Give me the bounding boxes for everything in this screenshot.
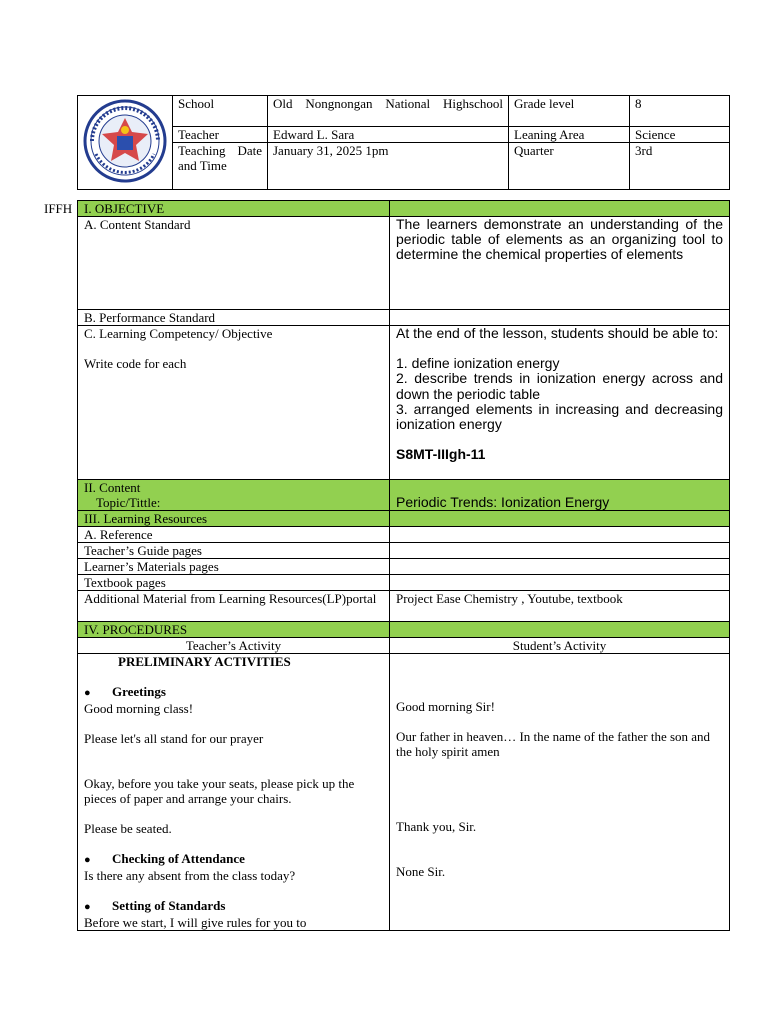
standards-heading: ● Setting of Standards — [84, 898, 383, 915]
preliminary-heading: PRELIMINARY ACTIVITIES — [118, 654, 291, 669]
student-activity-header: Student’s Activity — [390, 638, 730, 654]
resources-heading-blank — [390, 511, 730, 527]
student-line: Our father in heaven… In the name of the father the son and the holy spirit amen — [396, 729, 711, 759]
topic-label: Topic/Tittle: — [96, 495, 161, 510]
tg-value — [390, 543, 730, 559]
resources-heading: III. Learning Resources — [78, 511, 390, 527]
deped-seal-icon — [78, 96, 173, 186]
teacher-line: Okay, before you take your seats, please pick up the pieces of paper and arrange your chairs. — [84, 776, 355, 806]
grade-value: 8 — [630, 96, 730, 127]
competency-note: Write code for each — [84, 356, 187, 371]
competency-label-cell — [78, 326, 390, 480]
competency-intro: At the end of the lesson, students should be able to: — [396, 325, 719, 341]
teacher-line: Is there any absent from the class today? — [84, 868, 296, 883]
reference-label: A. Reference — [78, 527, 390, 543]
additional-value: Project Ease Chemistry , Youtube, textbook — [390, 591, 730, 622]
lesson-table — [77, 200, 730, 931]
quarter-value: 3rd — [630, 142, 730, 189]
content-standard-value: The learners demonstrate an understanding of the periodic table of elements as an organizing tool to determine the chemical properties of elements — [390, 217, 730, 310]
objective-heading: I. OBJECTIVE — [78, 201, 390, 217]
teacher-activity-header: Teacher’s Activity — [78, 638, 390, 654]
procedures-heading-blank — [390, 622, 730, 638]
procedures-heading: IV. PROCEDURES — [78, 622, 390, 638]
teacher-line: Please let's all stand for our prayer — [84, 731, 264, 746]
attendance-heading: ● Checking of Attendance — [84, 851, 383, 868]
performance-standard-label: B. Performance Standard — [78, 310, 390, 326]
objective-heading-blank — [390, 201, 730, 217]
teacher-line: Good morning class! — [84, 701, 194, 716]
student-line: None Sir. — [396, 864, 446, 879]
side-note: IFFH — [44, 201, 73, 216]
performance-standard-value — [390, 310, 730, 326]
teacher-line: Before we start, I will give rules for you to — [84, 915, 307, 930]
student-activity-cell — [390, 654, 730, 931]
greetings-heading: ● Greetings — [84, 684, 383, 701]
school-label: School — [173, 96, 268, 127]
competency-label: C. Learning Competency/ Objective — [84, 326, 273, 341]
competency-item: 3. arranged elements in increasing and decreasing ionization energy — [396, 400, 723, 433]
header-table — [77, 95, 730, 190]
student-line: Thank you, Sir. — [396, 819, 477, 834]
reference-value — [390, 527, 730, 543]
area-label: Leaning Area — [509, 126, 630, 142]
competency-value-cell — [390, 326, 730, 480]
quarter-label: Quarter — [509, 142, 630, 189]
content-standard-label: A. Content Standard — [78, 217, 390, 310]
datetime-label: Teaching Date and Time — [173, 142, 268, 189]
grade-label: Grade level — [509, 96, 630, 127]
tb-label: Textbook pages — [78, 575, 390, 591]
competency-code: S8MT-IIIgh-11 — [396, 446, 486, 463]
deped-logo-cell — [78, 96, 173, 190]
student-line: Good morning Sir! — [396, 699, 495, 714]
lm-value — [390, 559, 730, 575]
area-value: Science — [630, 126, 730, 142]
lm-label: Learner’s Materials pages — [78, 559, 390, 575]
teacher-value: Edward L. Sara — [268, 126, 509, 142]
teacher-activity-cell — [78, 654, 390, 931]
content-heading-cell — [78, 480, 390, 511]
tg-label: Teacher’s Guide pages — [78, 543, 390, 559]
topic-value: Periodic Trends: Ionization Energy — [390, 480, 730, 511]
competency-item: 1. define ionization energy — [396, 355, 560, 372]
teacher-label: Teacher — [173, 126, 268, 142]
competency-item: 2. describe trends in ionization energy across and down the periodic table — [396, 370, 723, 402]
content-heading: II. Content — [84, 480, 141, 495]
additional-label: Additional Material from Learning Resources(LP)portal — [78, 591, 390, 622]
school-value: Old Nongnongan National Highschool — [268, 96, 509, 127]
tb-value — [390, 575, 730, 591]
teacher-line: Please be seated. — [84, 821, 172, 836]
datetime-value: January 31, 2025 1pm — [268, 142, 509, 189]
